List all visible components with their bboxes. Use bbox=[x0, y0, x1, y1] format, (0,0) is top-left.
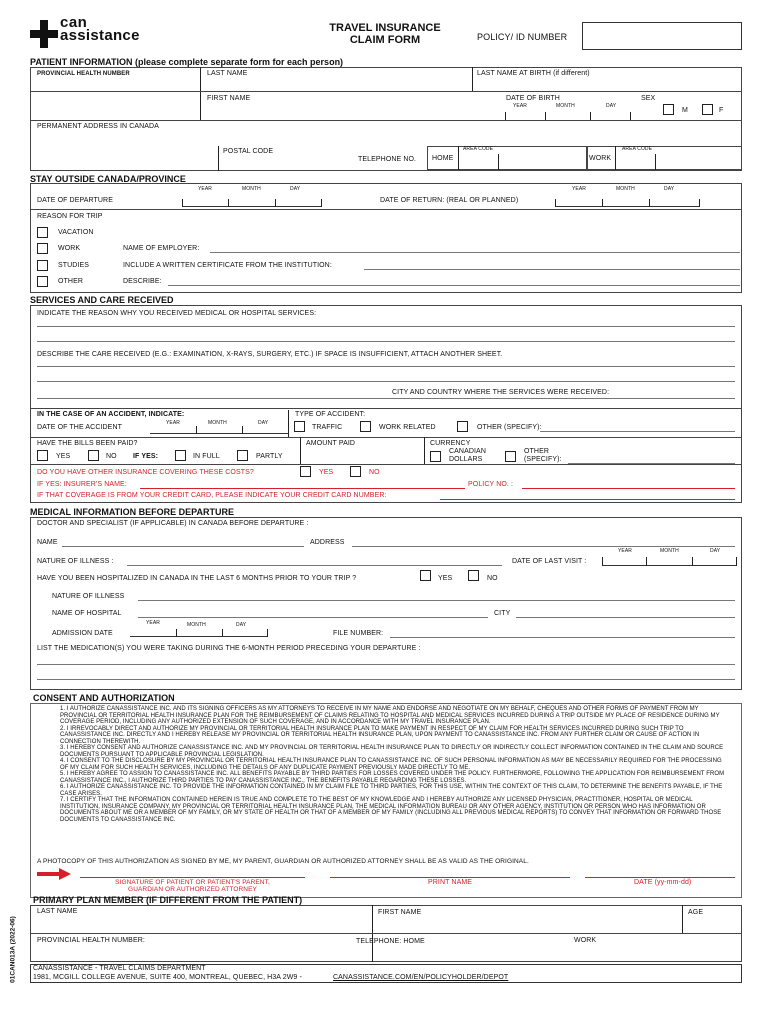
home-area-code-label: AREA CODE bbox=[463, 146, 494, 152]
doctor-address-input[interactable] bbox=[352, 546, 735, 547]
primary-phn-label: PROVINCIAL HEALTH NUMBER: bbox=[37, 937, 145, 944]
primary-telephone-label: TELEPHONE: HOME bbox=[356, 938, 425, 945]
doctor-address-label: ADDRESS bbox=[310, 539, 345, 546]
divider bbox=[30, 120, 742, 121]
departure-date-input[interactable] bbox=[182, 193, 322, 207]
credit-card-label: IF THAT COVERAGE IS FROM YOUR CREDIT CARD, PLEASE INDICATE YOUR CREDIT CARD NUMBER: bbox=[37, 492, 387, 499]
city-country-input[interactable] bbox=[37, 398, 735, 399]
divider bbox=[602, 199, 603, 207]
consent-item-7: 7. I CERTIFY THAT THE INFORMATION CONTAINED HEREIN IS TRUE AND COMPLETE TO THE BEST OF MY KNOWLEDGE AND I HEREBY AUTHORIZE ANY LICENSED PHYSICIAN, PRACTITIONER, HOSPITAL OR MEDICAL INSTITUTION, INSURANCE COMPANY, MY PROVINCIAL OR TERRITORIAL HEALTH INSURANCE PLAN, THE MEDICAL INFORMATION BUREAU OR ANY OTHER AGENCY, INSTITUTION OR PERSON WHO HAS INFORMATION OR DOCUMENTS ABOUT ME OR A MEMBER OF MY FAMILY, OR MY STATE OF HEALTH OR THAT OF A MEMBER OF MY FAMILY (INCLUDING ALL PREVIOUS MEDICAL REPORTS) TO CONVEY THAT INFORMATION OR FORWARD THOSE DOCUMENTS TO CANASSISTANCE INC. bbox=[60, 797, 722, 823]
logo-can: can bbox=[60, 14, 88, 31]
describe-input[interactable] bbox=[168, 285, 740, 286]
other-insurance-label: DO YOU HAVE OTHER INSURANCE COVERING THESE COSTS? bbox=[37, 469, 254, 476]
amount-paid-label: AMOUNT PAID bbox=[306, 440, 356, 447]
visit-day-label: DAY bbox=[710, 548, 721, 554]
divider bbox=[228, 199, 229, 207]
in-full-label: IN FULL bbox=[193, 453, 220, 460]
divider bbox=[222, 629, 223, 637]
other-currency-label bbox=[524, 448, 562, 464]
file-number-label: FILE NUMBER: bbox=[333, 630, 384, 637]
nature-illness2-input[interactable] bbox=[138, 600, 735, 601]
divider bbox=[176, 629, 177, 637]
bills-no-label: NO bbox=[106, 453, 117, 460]
title-line1: TRAVEL INSURANCE bbox=[329, 22, 441, 34]
divider bbox=[30, 91, 742, 92]
primary-work-label: WORK bbox=[574, 937, 597, 944]
divider bbox=[590, 112, 591, 120]
other-currency-line1: OTHER bbox=[524, 448, 549, 455]
divider bbox=[472, 67, 473, 91]
divider bbox=[30, 933, 742, 934]
acc-month-label: MONTH bbox=[208, 420, 227, 426]
page-title bbox=[300, 22, 470, 46]
primary-first-name-label: FIRST NAME bbox=[378, 909, 422, 916]
reason-line-2[interactable] bbox=[37, 341, 735, 342]
vacation-label: VACATION bbox=[58, 229, 94, 236]
sex-m-label: M bbox=[682, 107, 688, 114]
phn-label: PROVINCIAL HEALTH NUMBER bbox=[37, 71, 130, 77]
divider bbox=[30, 408, 742, 409]
divider bbox=[555, 199, 556, 207]
divider bbox=[30, 437, 742, 438]
divider bbox=[498, 154, 499, 170]
footer-link[interactable]: CANASSISTANCE.COM/EN/POLICYHOLDER/DEPOT bbox=[333, 974, 509, 981]
form-code: 01CAN013A (2022-06) bbox=[9, 916, 17, 983]
traffic-checkbox[interactable] bbox=[294, 421, 305, 432]
acc-day-label: DAY bbox=[258, 420, 269, 426]
hospital-city-input[interactable] bbox=[516, 617, 735, 618]
other-accident-checkbox[interactable] bbox=[457, 421, 468, 432]
divider bbox=[300, 437, 301, 464]
hospitalized-yes-label: YES bbox=[438, 575, 453, 582]
divider bbox=[655, 154, 656, 170]
consent-item-4: 4. I CONSENT TO THE DISCLOSURE BY MY PROVINCIAL OR TERRITORIAL HEALTH INSURANCE PLAN TO CANASSISTANCE INC. OF SUCH PERSONAL INFORMATION AS MAY BE NECESSARILY REQUIRED FOR THE PROCESSING OF MY CLAIM FOR SUCH HEALTH SERVICES, INCLUDING THE DETAILS OF ANY DUPLICATE PAYMENT PREVIOUSLY MADE DIRECTLY TO ME. bbox=[60, 758, 722, 771]
studies-checkbox[interactable] bbox=[37, 260, 48, 271]
phn-input[interactable] bbox=[31, 80, 199, 90]
traffic-label: TRAFFIC bbox=[312, 424, 343, 431]
postal-label: POSTAL CODE bbox=[223, 148, 274, 155]
last-name-birth-label: LAST NAME AT BIRTH (if different) bbox=[477, 70, 590, 77]
dob-year-label: YEAR bbox=[513, 103, 528, 109]
visit-month-label: MONTH bbox=[660, 548, 679, 554]
sex-f-label: F bbox=[719, 107, 724, 114]
nature-illness-label: NATURE OF ILLNESS : bbox=[37, 558, 114, 565]
employer-input[interactable] bbox=[210, 252, 740, 253]
consent-heading: CONSENT AND AUTHORIZATION bbox=[33, 693, 175, 703]
hospital-name-input[interactable] bbox=[138, 617, 488, 618]
divider bbox=[692, 557, 693, 566]
other-trip-label: OTHER bbox=[58, 278, 83, 285]
other-specify-label: OTHER (SPECIFY): bbox=[477, 424, 542, 431]
telephone-label: TELEPHONE NO. bbox=[358, 156, 417, 163]
admission-label: ADMISSION DATE bbox=[52, 630, 113, 637]
address-label: PERMANENT ADDRESS IN CANADA bbox=[37, 123, 159, 130]
sex-label: SEX bbox=[641, 95, 656, 102]
work-label: WORK bbox=[589, 155, 612, 162]
hospitalized-no-label: NO bbox=[487, 575, 498, 582]
divider bbox=[458, 146, 459, 170]
last-visit-label: DATE OF LAST VISIT : bbox=[512, 558, 587, 565]
medications-line-2[interactable] bbox=[37, 679, 735, 680]
last-name-input[interactable] bbox=[201, 79, 471, 90]
divider bbox=[699, 199, 700, 207]
vacation-checkbox[interactable] bbox=[37, 227, 48, 238]
plus-icon bbox=[30, 20, 58, 48]
insurers-name-label: IF YES: INSURER'S NAME: bbox=[37, 481, 127, 488]
departure-label: DATE OF DEPARTURE bbox=[37, 197, 113, 204]
primary-first-name-input[interactable] bbox=[373, 918, 681, 932]
home-label: HOME bbox=[432, 155, 454, 162]
work-trip-label: WORK bbox=[58, 245, 81, 252]
hospitalized-label: HAVE YOU BEEN HOSPITALIZED IN CANADA IN THE LAST 6 MONTHS PRIOR TO YOUR TRIP ? bbox=[37, 575, 357, 582]
divider bbox=[736, 557, 737, 566]
nature-illness2-label: NATURE OF ILLNESS bbox=[52, 593, 125, 600]
primary-heading: PRIMARY PLAN MEMBER (IF DIFFERENT FROM THE PATIENT) bbox=[33, 895, 303, 905]
reason-label: REASON FOR TRIP bbox=[37, 213, 103, 220]
primary-age-label: AGE bbox=[688, 909, 704, 916]
dep-day-label: DAY bbox=[290, 186, 301, 192]
last-visit-date-input[interactable] bbox=[602, 556, 737, 566]
divider bbox=[602, 557, 603, 566]
consent-item-2: 2. I IRREVOCABLY DIRECT AND AUTHORIZE MY PROVINCIAL OR TERRITORIAL HEALTH INSURANCE PLAN TO MAKE PAYMENT IN RESPECT OF MY CLAIM FOR HEALTH SERVICES INCURRED DURING SUCH TRIP TO CANASSISTANCE INC. DIRECTLY AND I HEREBY RELEASE MY PROVINCIAL OR TERRITORIAL HEALTH INSURANCE PLAN, UPON PAYMENT TO CANASSISTANCE INC. FROM ANY FURTHER CLAIM OR CAUSE OF ACTION IN CONNECTION THEREWITH. bbox=[60, 725, 700, 745]
consent-text bbox=[60, 706, 728, 823]
certificate-input[interactable] bbox=[364, 269, 740, 270]
print-name-label: PRINT NAME bbox=[428, 879, 473, 886]
policy-input[interactable] bbox=[582, 22, 742, 50]
consent-item-3: 3. I HEREBY CONSENT AND AUTHORIZE CANASSISTANCE INC. AND MY PROVINCIAL OR TERRITORIAL HEALTH INSURANCE PLAN TO DIRECTLY OR INDIRECTLY COLLECT INFORMATION CONTAINED IN THE CLAIM AND SOURCE DOCUMENTS PURSUANT TO APPLICABLE PROVINCIAL LEGISLATION. bbox=[60, 745, 724, 758]
patient-heading: PATIENT INFORMATION (please complete separate form for each person) bbox=[30, 57, 344, 67]
arrow-right-icon bbox=[37, 868, 71, 880]
work-area-code-label: AREA CODE bbox=[622, 146, 653, 152]
file-number-input[interactable] bbox=[390, 637, 735, 638]
consent-item-5: 5. I HEREBY AGREE TO ASSIGN TO CANASSISTANCE INC. ALL BENEFITS PAYABLE BY THIRD PARTIES FOR LOSSES COVERED UNDER THE POLICY. FURTHERMORE, FOLLOWING THE APPLICATION FOR REIMBURSEMENT FROM CANASSISTANCE INC., I AUTHORIZE THIRD PARTIES TO PAY CANASSISTANCE INC., THE BENEFITS PAYABLE REGARDING THESE LOSSES. bbox=[60, 771, 725, 784]
if-yes-label: IF YES: bbox=[133, 453, 159, 460]
in-full-checkbox[interactable] bbox=[175, 450, 186, 461]
other-ins-no-label: NO bbox=[369, 469, 380, 476]
primary-phn-input[interactable] bbox=[31, 946, 371, 961]
first-name-input[interactable] bbox=[201, 104, 501, 118]
currency-label: CURRENCY bbox=[430, 440, 471, 447]
last-name-label: LAST NAME bbox=[207, 70, 248, 77]
doctor-name-input[interactable] bbox=[62, 546, 304, 547]
bills-yes-checkbox[interactable] bbox=[37, 450, 48, 461]
divider bbox=[505, 112, 506, 120]
visit-year-label: YEAR bbox=[618, 548, 633, 554]
nature-illness-input[interactable] bbox=[127, 565, 502, 566]
medical-heading: MEDICAL INFORMATION BEFORE DEPARTURE bbox=[30, 507, 234, 517]
cad-line2: DOLLARS bbox=[449, 456, 483, 463]
primary-work-phone-input[interactable] bbox=[600, 935, 740, 961]
divider bbox=[30, 209, 742, 210]
dob-label: DATE OF BIRTH bbox=[506, 95, 560, 102]
partly-checkbox[interactable] bbox=[237, 450, 248, 461]
doctor-label: DOCTOR AND SPECIALIST (IF APPLICABLE) IN CANADA BEFORE DEPARTURE : bbox=[37, 520, 309, 527]
divider bbox=[545, 112, 546, 120]
signature-input[interactable] bbox=[80, 877, 305, 878]
reason-line-1[interactable] bbox=[37, 326, 735, 327]
footer-dept: CANASSISTANCE - TRAVEL CLAIMS DEPARTMENT bbox=[33, 965, 206, 972]
other-trip-checkbox[interactable] bbox=[37, 276, 48, 287]
divider bbox=[275, 199, 276, 207]
signature-line2: GUARDIAN OR AUTHORIZED ATTORNEY bbox=[128, 886, 257, 893]
other-ins-yes-label: YES bbox=[319, 469, 334, 476]
divider bbox=[321, 199, 322, 207]
dob-month-label: MONTH bbox=[556, 103, 575, 109]
stay-heading: STAY OUTSIDE CANADA/PROVINCE bbox=[30, 174, 186, 184]
cad-line1: CANADIAN bbox=[449, 448, 486, 455]
accident-date-input[interactable] bbox=[150, 425, 288, 434]
dep-year-label: YEAR bbox=[198, 186, 213, 192]
studies-label: STUDIES bbox=[58, 262, 90, 269]
certificate-label: INCLUDE A WRITTEN CERTIFICATE FROM THE INSTITUTION: bbox=[123, 262, 332, 269]
divider bbox=[646, 557, 647, 566]
describe-care-label: DESCRIBE THE CARE RECEIVED (E.G.: EXAMINATION, X-RAYS, SURGERY, ETC.) IF SPACE IS INSUFFICIENT, ATTACH ANOTHER SHEET. bbox=[37, 351, 503, 358]
amount-paid-input[interactable] bbox=[302, 449, 422, 463]
cad-label bbox=[449, 448, 486, 464]
other-currency-line2: (SPECIFY): bbox=[524, 456, 562, 463]
divider bbox=[242, 426, 243, 434]
divider bbox=[649, 199, 650, 207]
primary-home-phone-input[interactable] bbox=[440, 935, 570, 961]
work-checkbox[interactable] bbox=[37, 243, 48, 254]
name-label: NAME bbox=[37, 539, 58, 546]
date-input[interactable] bbox=[585, 877, 735, 878]
divider bbox=[196, 426, 197, 434]
divider bbox=[218, 146, 219, 171]
partly-label: PARTLY bbox=[256, 453, 283, 460]
policy-no-label: POLICY NO. : bbox=[468, 481, 514, 488]
postal-input[interactable] bbox=[220, 157, 285, 170]
care-line-2[interactable] bbox=[37, 381, 735, 382]
other-accident-input[interactable] bbox=[540, 431, 735, 432]
care-line-1[interactable] bbox=[37, 366, 735, 367]
type-accident-label: TYPE OF ACCIDENT: bbox=[295, 411, 366, 418]
logo bbox=[30, 14, 180, 48]
first-name-label: FIRST NAME bbox=[207, 95, 251, 102]
adm-year-label: YEAR bbox=[146, 620, 161, 626]
date-label: DATE (yy-mm-dd) bbox=[634, 879, 692, 886]
hospitalized-no-checkbox[interactable] bbox=[468, 570, 479, 581]
sex-m-checkbox[interactable] bbox=[663, 104, 674, 115]
describe-label: DESCRIBE: bbox=[123, 278, 162, 285]
employer-label: NAME OF EMPLOYER: bbox=[123, 245, 200, 252]
divider bbox=[30, 464, 742, 465]
consent-item-1: 1. I AUTHORIZE CANASSISTANCE INC. AND ITS SIGNING OFFICERS AS MY ATTORNEYS TO RECEIVE IN MY NAME AND ENDORSE AND NEGOTIATE ON MY BEHALF, CHEQUES AND OTHER FORMS OF PAYMENT FROM MY PROVINCIAL OR TERRITORIAL HEALTH INSURANCE PLAN FOR THE REIMBURSEMENT OF CLAIMS RELATING TO HOSPITAL AND MEDICAL SERVICES INCURRED DURING A TRIP OUTSIDE MY PLACE OF RESIDENCE DURING MY COVERAGE PERIOD, INCLUDING ANY AUTHORIZED EXTENSION OF SUCH COVERAGE, AND IN ACCORDANCE WITH MY TRAVEL INSURANCE PLAN. bbox=[60, 706, 720, 725]
bills-yes-label: YES bbox=[56, 453, 71, 460]
signature-label bbox=[80, 879, 305, 893]
medications-label: LIST THE MEDICATION(S) YOU WERE TAKING DURING THE 6-MONTH PERIOD PRECEDING YOUR DEPARTURE : bbox=[37, 645, 421, 652]
date-accident-label: DATE OF THE ACCIDENT bbox=[37, 424, 122, 431]
policy-label: POLICY/ ID NUMBER bbox=[477, 32, 568, 42]
consent-item-6: 6. I AUTHORIZE CANASSISTANCE INC. TO PROVIDE THE INFORMATION CONTAINED IN MY CLAIM FILE TO THIRD PARTIES, FOR THIS USE, WITHIN THE CONTEXT OF THIS CLAIM, TO DETERMINE THE BENEFITS PAYABLE, IF THE CASE ARISES. bbox=[60, 784, 723, 797]
print-name-input[interactable] bbox=[330, 877, 570, 878]
adm-month-label: MONTH bbox=[187, 622, 206, 628]
title-line2: CLAIM FORM bbox=[349, 34, 421, 46]
divider bbox=[615, 146, 616, 170]
medications-line-1[interactable] bbox=[37, 664, 735, 665]
bills-paid-label: HAVE THE BILLS BEEN PAID? bbox=[37, 440, 138, 447]
ret-month-label: MONTH bbox=[616, 186, 635, 192]
policy-no-input[interactable] bbox=[522, 488, 735, 489]
return-date-input[interactable] bbox=[555, 193, 700, 207]
primary-age-input[interactable] bbox=[683, 918, 741, 932]
acc-year-label: YEAR bbox=[166, 420, 181, 426]
footer-address: 1981, MCGILL COLLEGE AVENUE, SUITE 400, MONTREAL, QUEBEC, H3A 2W9 - bbox=[33, 974, 302, 981]
divider bbox=[424, 437, 425, 464]
divider bbox=[288, 410, 289, 437]
ret-day-label: DAY bbox=[664, 186, 675, 192]
bills-no-checkbox[interactable] bbox=[88, 450, 99, 461]
logo-assistance: assistance bbox=[60, 27, 140, 44]
insurers-name-input[interactable] bbox=[140, 488, 465, 489]
primary-last-name-input[interactable] bbox=[31, 917, 371, 932]
other-ins-no-checkbox[interactable] bbox=[350, 466, 361, 477]
hospital-city-label: CITY bbox=[494, 610, 511, 617]
sex-f-checkbox[interactable] bbox=[702, 104, 713, 115]
city-country-label: CITY AND COUNTRY WHERE THE SERVICES WERE RECEIVED: bbox=[392, 389, 610, 396]
divider bbox=[630, 112, 631, 120]
hospital-name-label: NAME OF HOSPITAL bbox=[52, 610, 122, 617]
photocopy-label: A PHOTOCOPY OF THIS AUTHORIZATION AS SIGNED BY ME, MY PARENT, GUARDIAN OR AUTHORIZED ATTORNEY SHALL BE AS VALID AS THE ORIGINAL. bbox=[37, 858, 529, 865]
admission-date-input[interactable] bbox=[130, 629, 268, 637]
credit-card-input[interactable] bbox=[440, 499, 735, 500]
hospitalized-yes-checkbox[interactable] bbox=[420, 570, 431, 581]
work-related-label: WORK RELATED bbox=[379, 424, 436, 431]
ret-year-label: YEAR bbox=[572, 186, 587, 192]
primary-last-name-label: LAST NAME bbox=[37, 908, 78, 915]
adm-day-label: DAY bbox=[236, 622, 247, 628]
other-ins-yes-checkbox[interactable] bbox=[300, 466, 311, 477]
address-input[interactable] bbox=[31, 132, 731, 146]
work-related-checkbox[interactable] bbox=[360, 421, 371, 432]
other-currency-checkbox[interactable] bbox=[505, 451, 516, 462]
indicate-reason-label: INDICATE THE REASON WHY YOU RECEIVED MEDICAL OR HOSPITAL SERVICES: bbox=[37, 310, 317, 317]
divider bbox=[182, 199, 183, 207]
dep-month-label: MONTH bbox=[242, 186, 261, 192]
signature-line1: SIGNATURE OF PATIENT OR PATIENT'S PARENT, bbox=[115, 879, 270, 886]
accident-case-label: IN THE CASE OF AN ACCIDENT, INDICATE: bbox=[37, 411, 185, 418]
divider bbox=[267, 629, 268, 637]
cad-checkbox[interactable] bbox=[430, 451, 441, 462]
return-label: DATE OF RETURN: (REAL OR PLANNED) bbox=[380, 197, 519, 204]
dob-day-label: DAY bbox=[606, 103, 617, 109]
services-heading: SERVICES AND CARE RECEIVED bbox=[30, 295, 174, 305]
